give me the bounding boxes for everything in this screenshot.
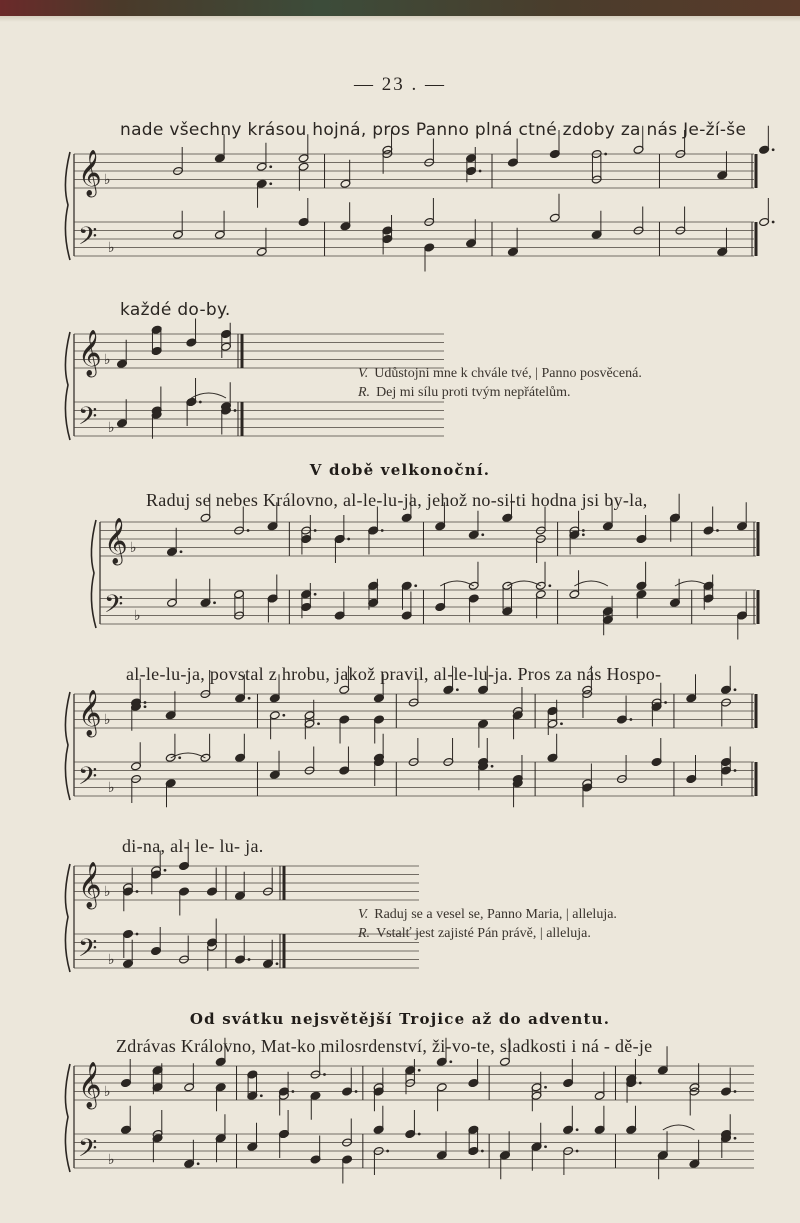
section-heading: V době velkonoční. xyxy=(309,461,491,479)
dot xyxy=(164,869,167,872)
tie xyxy=(663,1125,695,1130)
section-heading: Od svátku nejsvětější Trojice až do adventu. xyxy=(189,1010,611,1028)
treble-clef-icon: 𝄞 xyxy=(78,330,102,376)
tie xyxy=(574,581,608,586)
grand-staff-system xyxy=(66,688,756,813)
dot xyxy=(491,765,494,768)
dot xyxy=(248,958,251,961)
dot xyxy=(449,1060,452,1063)
dot xyxy=(576,1128,579,1131)
treble-clef-icon: 𝄞 xyxy=(104,518,128,564)
grand-staff-system xyxy=(66,148,756,273)
tie xyxy=(191,393,226,398)
response xyxy=(358,383,570,402)
grand-staff-system xyxy=(66,1060,756,1190)
dot xyxy=(144,701,147,704)
dot xyxy=(314,593,317,596)
dot xyxy=(199,401,202,404)
treble-clef-icon: 𝄞 xyxy=(78,690,102,736)
key-flat-icon: ♭ xyxy=(104,172,111,188)
lyrics-line: Zdrávas Královno, Mat-ko milosrdenství, ži-vo-te, sladkosti i ná - dě-je xyxy=(116,1036,653,1056)
page-number: — 23 . — xyxy=(354,74,446,95)
dot xyxy=(772,148,775,151)
dot xyxy=(144,705,147,708)
dot xyxy=(247,529,250,532)
dot xyxy=(180,550,183,553)
brace xyxy=(65,692,70,800)
dot xyxy=(269,182,272,185)
dot xyxy=(548,584,551,587)
versicle-text: Udůstojni mne k chvále tvé, | Panno posvěcená. xyxy=(374,366,642,381)
bass-clef-icon: 𝄢 xyxy=(104,590,124,625)
dot xyxy=(716,529,719,532)
dot xyxy=(560,722,563,725)
response-text: Vstalť jest zajisté Pán právě, | alleluja. xyxy=(376,926,591,941)
grand-staff-system xyxy=(92,516,758,644)
dot xyxy=(136,890,139,893)
tie xyxy=(440,581,474,586)
dot xyxy=(582,533,585,536)
brace xyxy=(65,864,70,972)
dot xyxy=(314,529,317,532)
dot xyxy=(734,1137,737,1140)
dot xyxy=(414,584,417,587)
dot xyxy=(604,153,607,156)
dot xyxy=(347,538,350,541)
versicle-marker: V. xyxy=(358,366,369,381)
versicle-marker: V. xyxy=(358,907,369,922)
dot xyxy=(269,165,272,168)
key-flat-icon: ♭ xyxy=(108,420,115,436)
dot xyxy=(456,688,459,691)
bass-clef-icon: 𝄢 xyxy=(78,762,98,797)
treble-clef-icon: 𝄞 xyxy=(78,1062,102,1108)
key-flat-icon: ♭ xyxy=(108,240,115,256)
key-flat-icon: ♭ xyxy=(108,780,115,796)
dot xyxy=(734,688,737,691)
lyrics-line: al-le-lu-ja, povstal z hrobu, jakož pravil, al-le-lu-ja. Pros za nás Hospo- xyxy=(126,664,662,684)
dot xyxy=(323,1073,326,1076)
dot xyxy=(481,1150,484,1153)
dot xyxy=(213,601,216,604)
dot xyxy=(479,170,482,173)
dot xyxy=(197,1162,200,1165)
dot xyxy=(136,933,139,936)
response-marker: R. xyxy=(358,926,371,941)
key-flat-icon: ♭ xyxy=(104,884,111,900)
tie xyxy=(171,753,206,758)
versicle xyxy=(358,905,617,924)
brace xyxy=(91,520,96,628)
page-top-edge xyxy=(0,16,800,22)
dot xyxy=(629,718,632,721)
dot xyxy=(248,697,251,700)
bass-clef-icon: 𝄢 xyxy=(78,402,98,437)
dot xyxy=(386,1150,389,1153)
key-flat-icon: ♭ xyxy=(108,1152,115,1168)
treble-clef-icon: 𝄞 xyxy=(78,862,102,908)
key-flat-icon: ♭ xyxy=(108,952,115,968)
bass-clef-icon: 𝄢 xyxy=(78,1134,98,1169)
dot xyxy=(639,1082,642,1085)
response xyxy=(358,924,591,943)
dot xyxy=(544,1086,547,1089)
dot xyxy=(418,1133,421,1136)
key-flat-icon: ♭ xyxy=(130,540,137,556)
dot xyxy=(234,409,237,412)
dot xyxy=(576,1150,579,1153)
dot xyxy=(544,1145,547,1148)
dot xyxy=(355,1090,358,1093)
key-flat-icon: ♭ xyxy=(134,608,141,624)
bass-clef-icon: 𝄢 xyxy=(78,934,98,969)
lyrics-line: Raduj se nebes Královno, al-le-lu-ja, jehož no-si-ti hodna jsi by-la, xyxy=(146,490,648,510)
dot xyxy=(291,1090,294,1093)
dot xyxy=(664,701,667,704)
brace xyxy=(65,1064,70,1172)
brace xyxy=(65,152,70,260)
versicle xyxy=(358,364,642,383)
dot xyxy=(178,756,181,759)
dot xyxy=(734,1090,737,1093)
versicle-text: Raduj se a vesel se, Panno Maria, | alleluja. xyxy=(374,907,617,922)
key-flat-icon: ♭ xyxy=(104,352,111,368)
tie xyxy=(675,581,709,586)
dot xyxy=(282,714,285,717)
dot xyxy=(772,221,775,224)
lyrics-line: di-na, al- le- lu- ja. xyxy=(122,836,264,856)
response-text: Dej mi sílu proti tvým nepřátelům. xyxy=(376,385,571,400)
dot xyxy=(481,533,484,536)
dot xyxy=(317,722,320,725)
dot xyxy=(276,962,279,965)
dot xyxy=(418,1069,421,1072)
bass-clef-icon: 𝄢 xyxy=(78,222,98,257)
key-flat-icon: ♭ xyxy=(104,1084,111,1100)
dot xyxy=(260,1094,263,1097)
lyrics-line: nade všechny krásou hojná, pros Panno plná ctné zdoby za nás Je-ží-še xyxy=(120,120,747,140)
treble-clef-icon: 𝄞 xyxy=(78,150,102,196)
dot xyxy=(582,529,585,532)
response-marker: R. xyxy=(358,385,371,400)
book-binding-edge xyxy=(0,0,800,16)
dot xyxy=(734,769,737,772)
dot xyxy=(381,529,384,532)
brace xyxy=(65,332,70,440)
key-flat-icon: ♭ xyxy=(104,712,111,728)
lyrics-line: každé do-by. xyxy=(120,300,231,320)
